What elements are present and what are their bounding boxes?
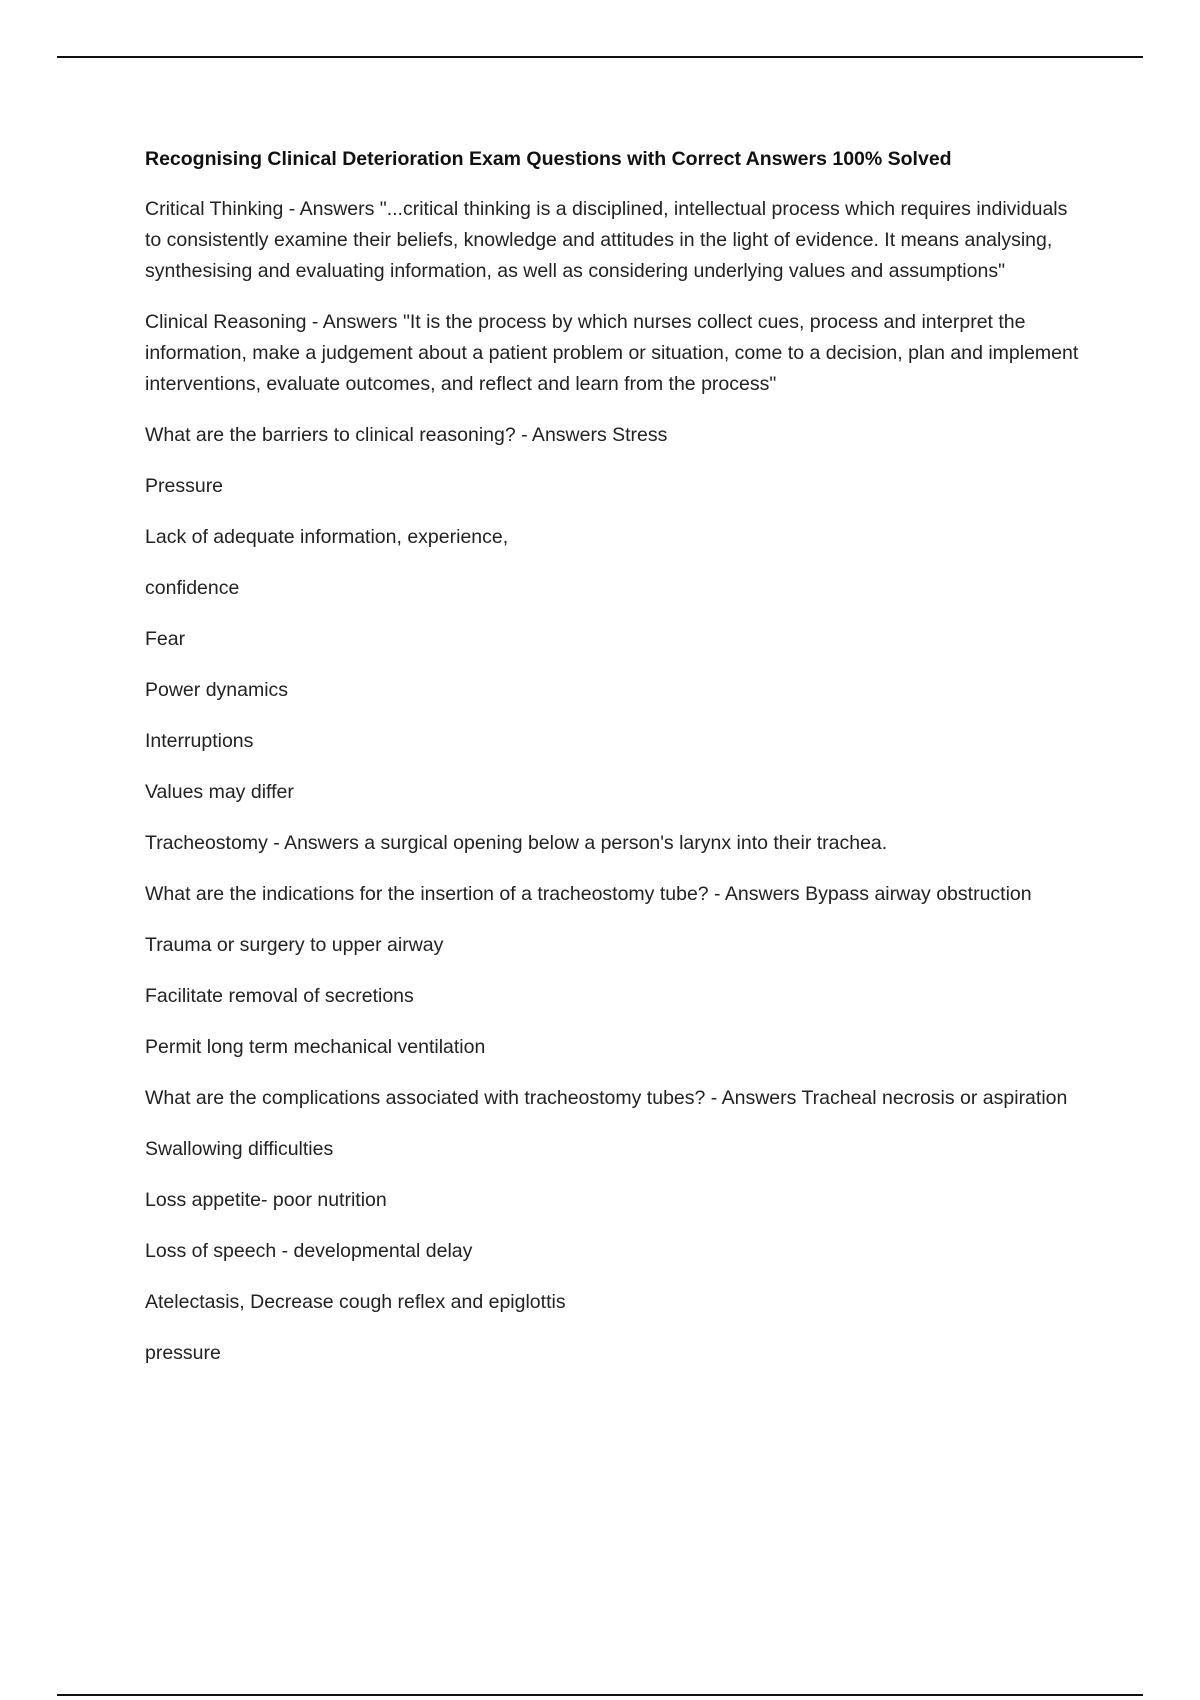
list-item: Permit long term mechanical ventilation (145, 1036, 486, 1058)
list-item: Atelectasis, Decrease cough reflex and epiglottis (145, 1291, 566, 1313)
list-item: Swallowing difficulties (145, 1138, 334, 1160)
list-item: Values may differ (145, 781, 294, 803)
list-item: Fear (145, 628, 186, 650)
list-item: pressure (145, 1342, 221, 1364)
list-item: Pressure (145, 475, 224, 497)
list-item: Facilitate removal of secretions (145, 985, 414, 1007)
paragraph-critical-thinking: Critical Thinking - Answers "...critical thinking is a disciplined, intellectual process which requires individuals to consistently examine their beliefs, knowledge and attitudes in the light of evidence. It means analysing, synthesising and evaluating information, as well as considering underlying values and assumptions" (145, 198, 1068, 282)
list-item: Loss of speech - developmental delay (145, 1240, 473, 1262)
list-item: Trauma or surgery to upper airway (145, 934, 444, 956)
paragraph-clinical-reasoning: Clinical Reasoning - Answers "It is the process by which nurses collect cues, process and interpret the information, make a judgement about a patient problem or situation, come to a decision, plan and implement interventions, evaluate outcomes, and reflect and learn from the process" (145, 311, 1079, 395)
footer-rule (57, 1694, 1143, 1696)
list-item: Loss appetite- poor nutrition (145, 1189, 387, 1211)
paragraph-tracheostomy: Tracheostomy - Answers a surgical opening below a person's larynx into their trachea. (145, 832, 888, 854)
header-rule (57, 56, 1143, 58)
paragraph-complications-question: What are the complications associated with tracheostomy tubes? - Answers Tracheal necrosis or aspiration (145, 1087, 1068, 1109)
document-body (145, 144, 1085, 1389)
document-title: Recognising Clinical Deterioration Exam Questions with Correct Answers 100% Solved (145, 148, 952, 170)
list-item: confidence (145, 577, 240, 599)
paragraph-barriers-question: What are the barriers to clinical reasoning? - Answers Stress (145, 424, 668, 446)
list-item: Lack of adequate information, experience, (145, 526, 509, 548)
list-item: Power dynamics (145, 679, 289, 701)
list-item: Interruptions (145, 730, 254, 752)
paragraph-indications-question: What are the indications for the insertion of a tracheostomy tube? - Answers Bypass airway obstruction (145, 883, 1032, 905)
